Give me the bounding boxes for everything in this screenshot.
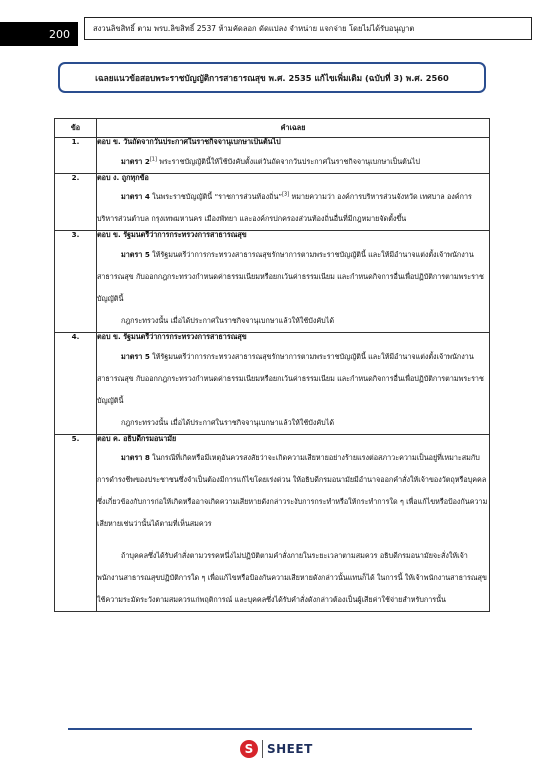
row-content <box>97 332 490 434</box>
reference-mark: [1] <box>149 156 157 163</box>
explanation-paragraph <box>97 346 489 412</box>
explanation-text: ให้รัฐมนตรีว่าการกระทรวงสาธารณสุขรักษาการตามพระราชบัญญัตินี้ และให้มีอำนาจแต่งตั้งเจ้าพนักงานสาธารณสุข กับออกกฎกระทรวงกำหนดค่าธรรมเนียมหรือยกเว้นค่าธรรมเนียม และกำหนดกิจการอื่นเพื่อปฏิบัติการตามพระราชบัญญัตินี้ <box>97 249 484 303</box>
explanation-text: ในพระราชบัญญัตินี้ “ราชการส่วนท้องถิ่น” <box>149 192 283 202</box>
explanation-paragraph <box>97 151 489 173</box>
explanation-paragraph <box>97 244 489 310</box>
explanation-text: ให้รัฐมนตรีว่าการกระทรวงสาธารณสุขรักษาการตามพระราชบัญญัตินี้ และให้มีอำนาจแต่งตั้งเจ้าพนักงานสาธารณสุข กับออกกฎกระทรวงกำหนดค่าธรรมเนียมหรือยกเว้นค่าธรรมเนียม และกำหนดกิจการอื่นเพื่อปฏิบัติการตามพระราชบัญญัตินี้ <box>97 351 484 405</box>
row-number: 5. <box>55 434 97 612</box>
section-label: มาตรา 5 <box>121 351 150 361</box>
brand-name: SHEET <box>267 742 313 756</box>
row-content <box>97 231 490 333</box>
row-content <box>97 173 490 231</box>
section-label: มาตรา 4 <box>121 192 150 202</box>
answer-table <box>54 118 490 612</box>
page-title: เฉลยแนวข้อสอบพระราชบัญญัติการสาธารณสุข พ.ศ. 2535 แก้ไขเพิ่มเติม (ฉบับที่ 3) พ.ศ. 2560 <box>58 62 486 93</box>
logo-divider <box>262 740 263 758</box>
explanation-paragraph-2: กฎกระทรวงนั้น เมื่อได้ประกาศในราชกิจจานุเบกษาแล้วให้ใช้บังคับได้ <box>121 315 335 325</box>
column-header-answer: คำเฉลย <box>97 119 490 138</box>
row-content <box>97 138 490 174</box>
explanation-text-cont: หมายความว่า องค์การบริหารส่วนจังหวัด เทศบาล องค์การบริหารส่วนตำบล กรุงเทพมหานคร เมืองพัทยา และองค์กรปกครองส่วนท้องถิ่นอื่นที่มีกฎหมายจัดตั้งขึ้น <box>97 192 472 224</box>
answer-line: ตอบ ข. รัฐมนตรีว่าการกระทรวงการสาธารณสุข <box>97 231 247 240</box>
table-row <box>55 138 490 174</box>
answer-line: ตอบ ข. วันถัดจากวันประกาศในราชกิจจานุเบกษาเป็นต้นไป <box>97 138 281 146</box>
section-label: มาตรา 5 <box>121 249 150 259</box>
table-row <box>55 173 490 231</box>
copyright-notice: สงวนลิขสิทธิ์ ตาม พรบ.ลิขสิทธิ์ 2537 ห้ามคัดลอก ดัดแปลง จำหน่าย แจกจ่าย โดยไม่ได้รับอนุญาต <box>84 17 532 40</box>
explanation-paragraph <box>97 186 489 230</box>
row-number: 4. <box>55 332 97 434</box>
table-header-row <box>55 119 490 138</box>
row-number: 2. <box>55 173 97 231</box>
brand-logo <box>240 738 313 760</box>
explanation-text: พระราชบัญญัตินี้ให้ใช้บังคับตั้งแต่วันถัดจากวันประกาศในราชกิจจานุเบกษาเป็นต้นไป <box>156 156 420 166</box>
row-content <box>97 434 490 612</box>
explanation-paragraph <box>97 447 489 535</box>
s-logo-icon: S <box>240 740 258 758</box>
footer-divider <box>68 728 472 730</box>
answer-line: ตอบ ง. ถูกทุกข้อ <box>97 173 149 182</box>
page-number <box>0 22 78 46</box>
explanation-text: ในกรณีที่เกิดหรือมีเหตุอันควรสงสัยว่าจะเกิดความเสียหายอย่างร้ายแรงต่อสภาวะความเป็นอยู่ที่เหมาะสมกับการดำรงชีพของประชาชนซึ่งจำเป็นต้องมีการแก้ไขโดยเร่งด่วน ให้อธิบดีกรมอนามัยมีอำนาจออกคำสั่งให้เจ้าของวัตถุหรือบุคคลซึ่งเกี่ยวข้องกับการก่อให้เกิดหรืออาจเกิดความเสียหายดังกล่าวระงับการกระทำหรือให้กระทำการใด ๆ เพื่อแก้ไขหรือป้องกันความเสียหายเช่นว่านั้นได้ตามที่เห็นสมควร <box>97 453 488 529</box>
section-label: มาตรา 8 <box>121 453 150 463</box>
explanation-paragraph-2: ถ้าบุคคลซึ่งได้รับคำสั่งตามวรรคหนึ่งไม่ปฏิบัติตามคำสั่งภายในระยะเวลาตามสมควร อธิบดีกรมอนามัยจะสั่งให้เจ้าพนักงานสาธารณสุขปฏิบัติการใด ๆ เพื่อแก้ไขหรือป้องกันความเสียหายดังกล่าวนั้นแทนก็ได้ ในการนี้ ให้เจ้าพนักงานสาธารณสุขใช้ความระมัดระวังตามสมควรแก่พฤติการณ์ และบุคคลซึ่งได้รับคำสั่งดังกล่าวต้องเป็นผู้เสียค่าใช้จ่ายสำหรับการนั้น <box>97 551 487 605</box>
table-row <box>55 434 490 612</box>
table-row <box>55 332 490 434</box>
row-number: 1. <box>55 138 97 174</box>
answer-line: ตอบ ค. อธิบดีกรมอนามัย <box>97 434 177 443</box>
table-row <box>55 231 490 333</box>
reference-mark: [3] <box>282 191 290 198</box>
section-label: มาตรา 2 <box>121 156 150 166</box>
column-header-no: ข้อ <box>55 119 97 138</box>
explanation-paragraph-2: กฎกระทรวงนั้น เมื่อได้ประกาศในราชกิจจานุเบกษาแล้วให้ใช้บังคับได้ <box>121 417 335 427</box>
paragraph-gap <box>97 535 489 545</box>
page-number-text: 200 <box>49 27 70 41</box>
answer-line: ตอบ ข. รัฐมนตรีว่าการกระทรวงการสาธารณสุข <box>97 332 247 341</box>
row-number: 3. <box>55 231 97 333</box>
